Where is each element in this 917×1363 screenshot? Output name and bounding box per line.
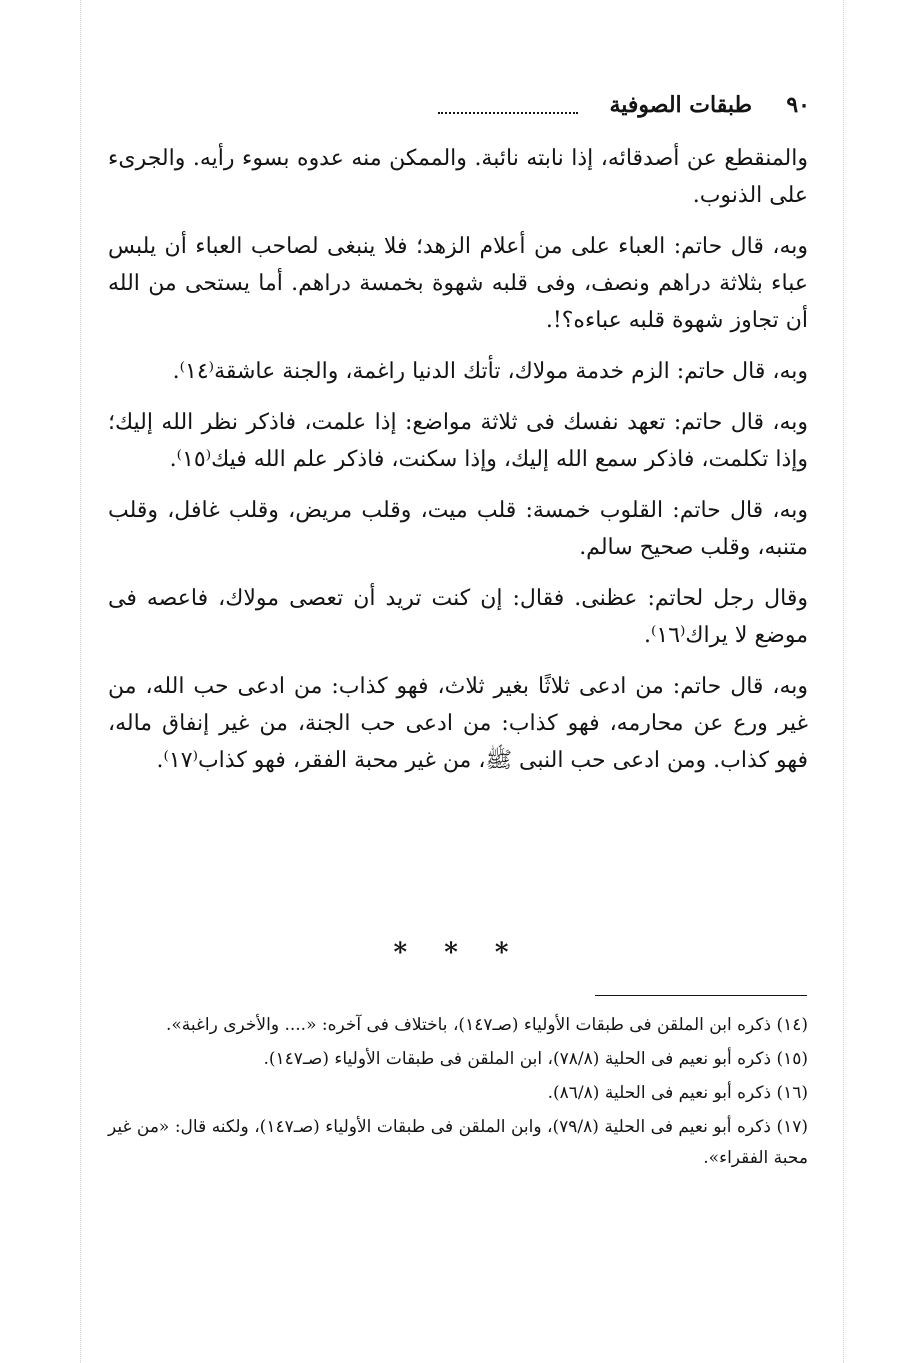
paragraph-3: وبه، قال حاتم: الزم خدمة مولاك، تأتك الدنيا راغمة، والجنة عاشقة⁽١٤⁾.: [172, 359, 808, 384]
page-number: ٩٠: [786, 92, 810, 118]
footnote-rule: [595, 995, 807, 996]
paragraph-5: وبه، قال حاتم: القلوب خمسة: قلب ميت، وقلب مريض، وقلب غافل، وقلب متنبه، وقلب صحيح سالم.: [108, 498, 808, 560]
header-leader-dots: [438, 98, 578, 114]
paragraph-2: وبه، قال حاتم: العباء على من أعلام الزهد؛ فلا ينبغى لصاحب العباء أن يلبس عباء بثلاثة دراهم ونصف، وفى قلبه شهوة بخمسة دراهم. أما يستحى من الله أن تجاوز شهوة قلبه عباءه؟!.: [108, 234, 808, 333]
paragraph-4: وبه، قال حاتم: تعهد نفسك فى ثلاثة مواضع: إذا علمت، فاذكر نظر الله إليك؛ وإذا تكلمت، فاذكر سمع الله إليك، وإذا سكنت، فاذكر علم الله فيك⁽١٥⁾.: [108, 410, 808, 472]
scan-rule-left: [80, 0, 81, 1363]
paragraph-6: وقال رجل لحاتم: عظنى. فقال: إن كنت تريد أن تعصى مولاك، فاعصه فى موضع لا يراك⁽١٦⁾.: [108, 586, 808, 648]
paragraph-1: والمنقطع عن أصدقائه، إذا نابته نائبة. والممكن منه عدوه بسوء رأيه. والجرىء على الذنوب.: [108, 146, 808, 208]
footnote-16: (١٦) ذكره أبو نعيم فى الحلية (٨٦/٨).: [547, 1083, 808, 1103]
page-header: [110, 92, 810, 132]
footnote-17: (١٧) ذكره أبو نعيم فى الحلية (٧٩/٨)، وابن الملقن فى طبقات الأولياء (صـ١٤٧)، ولكنه قال: «من غير محبة الفقراء».: [108, 1117, 808, 1168]
scan-rule-right: [843, 0, 844, 1363]
section-separator: * * *: [393, 938, 523, 968]
running-title: طبقات الصوفية: [609, 92, 752, 118]
main-text: [108, 140, 808, 793]
footnote-14: (١٤) ذكره ابن الملقن فى طبقات الأولياء (صـ١٤٧)، باختلاف فى آخره: «.... والأخرى راغبة».: [165, 1015, 808, 1035]
paragraph-7: وبه، قال حاتم: من ادعى ثلاثًا بغير ثلاث، فهو كذاب: من ادعى حب الله، من غير ورع عن محارمه، فهو كذاب: من ادعى حب الجنة، من غير إنفاق ماله، فهو كذاب. ومن ادعى حب النبى ﷺ، من غير محبة الفقر، فهو كذاب⁽١٧⁾.: [108, 674, 808, 773]
footnotes: [108, 1010, 808, 1177]
footnote-15: (١٥) ذكره أبو نعيم فى الحلية (٧٨/٨)، ابن الملقن فى طبقات الأولياء (صـ١٤٧).: [263, 1049, 808, 1069]
